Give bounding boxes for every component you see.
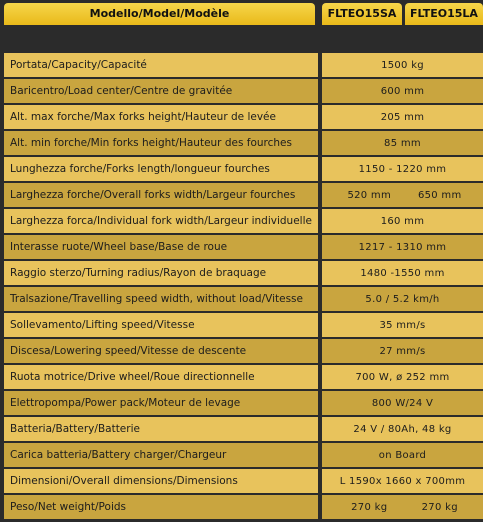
header-model-la: FLTEO15LA bbox=[405, 3, 483, 25]
spec-value: L 1590x 1660 x 700mm bbox=[322, 469, 483, 493]
spec-value: 700 W, ø 252 mm bbox=[322, 365, 483, 389]
spec-value: 24 V / 80Ah, 48 kg bbox=[322, 417, 483, 441]
spec-row bbox=[0, 157, 483, 181]
spec-label: Batteria/Battery/Batterie bbox=[4, 417, 318, 441]
spec-row bbox=[0, 53, 483, 77]
spec-value: 27 mm/s bbox=[322, 339, 483, 363]
spec-label: Interasse ruote/Wheel base/Base de roue bbox=[4, 235, 318, 259]
spec-label: Peso/Net weight/Poids bbox=[4, 495, 318, 519]
spec-row bbox=[0, 209, 483, 233]
spec-value-la: 270 kg bbox=[421, 501, 458, 513]
header-model: Modello/Model/Modèle bbox=[4, 3, 315, 25]
header-gap bbox=[0, 27, 483, 52]
spec-value-sa: 270 kg bbox=[351, 501, 388, 513]
spec-label: Alt. min forche/Min forks height/Hauteur des fourches bbox=[4, 131, 318, 155]
spec-label: Dimensioni/Overall dimensions/Dimensions bbox=[4, 469, 318, 493]
spec-row bbox=[0, 131, 483, 155]
spec-label: Baricentro/Load center/Centre de gravitée bbox=[4, 79, 318, 103]
spec-row bbox=[0, 417, 483, 441]
spec-row bbox=[0, 313, 483, 337]
spec-value-la: 650 mm bbox=[417, 189, 462, 201]
spec-row bbox=[0, 287, 483, 311]
spec-row bbox=[0, 105, 483, 129]
spec-row bbox=[0, 235, 483, 259]
spec-value bbox=[322, 495, 483, 519]
spec-row bbox=[0, 79, 483, 103]
spec-value: 85 mm bbox=[322, 131, 483, 155]
header-model-sa: FLTEO15SA bbox=[322, 3, 402, 25]
spec-value: 800 W/24 V bbox=[322, 391, 483, 415]
spec-value bbox=[322, 183, 483, 207]
spec-value: 5.0 / 5.2 km/h bbox=[322, 287, 483, 311]
spec-label: Larghezza forca/Individual fork width/Largeur individuelle bbox=[4, 209, 318, 233]
spec-label: Sollevamento/Lifting speed/Vitesse bbox=[4, 313, 318, 337]
spec-label: Portata/Capacity/Capacité bbox=[4, 53, 318, 77]
spec-value: 1150 - 1220 mm bbox=[322, 157, 483, 181]
spec-label: Ruota motrice/Drive wheel/Roue directionnelle bbox=[4, 365, 318, 389]
spec-row bbox=[0, 261, 483, 285]
spec-label: Tralsazione/Travelling speed width, without load/Vitesse bbox=[4, 287, 318, 311]
spec-label: Elettropompa/Power pack/Moteur de levage bbox=[4, 391, 318, 415]
spec-label: Carica batteria/Battery charger/Chargeur bbox=[4, 443, 318, 467]
spec-label: Larghezza forche/Overall forks width/Largeur fourches bbox=[4, 183, 318, 207]
spec-label: Discesa/Lowering speed/Vitesse de descente bbox=[4, 339, 318, 363]
spec-label: Alt. max forche/Max forks height/Hauteur de levée bbox=[4, 105, 318, 129]
spec-value: 35 mm/s bbox=[322, 313, 483, 337]
spec-row bbox=[0, 469, 483, 493]
spec-value-sa: 520 mm bbox=[347, 189, 392, 201]
spec-value: 160 mm bbox=[322, 209, 483, 233]
spec-value: 205 mm bbox=[322, 105, 483, 129]
spec-row bbox=[0, 365, 483, 389]
spec-value: 1480 -1550 mm bbox=[322, 261, 483, 285]
spec-value: on Board bbox=[322, 443, 483, 467]
spec-row bbox=[0, 391, 483, 415]
spec-label: Raggio sterzo/Turning radius/Rayon de braquage bbox=[4, 261, 318, 285]
spec-value: 1500 kg bbox=[322, 53, 483, 77]
spec-row bbox=[0, 443, 483, 467]
spec-row bbox=[0, 183, 483, 207]
spec-label: Lunghezza forche/Forks length/longueur fourches bbox=[4, 157, 318, 181]
spec-row bbox=[0, 495, 483, 519]
spec-value: 600 mm bbox=[322, 79, 483, 103]
spec-value: 1217 - 1310 mm bbox=[322, 235, 483, 259]
spec-row bbox=[0, 339, 483, 363]
